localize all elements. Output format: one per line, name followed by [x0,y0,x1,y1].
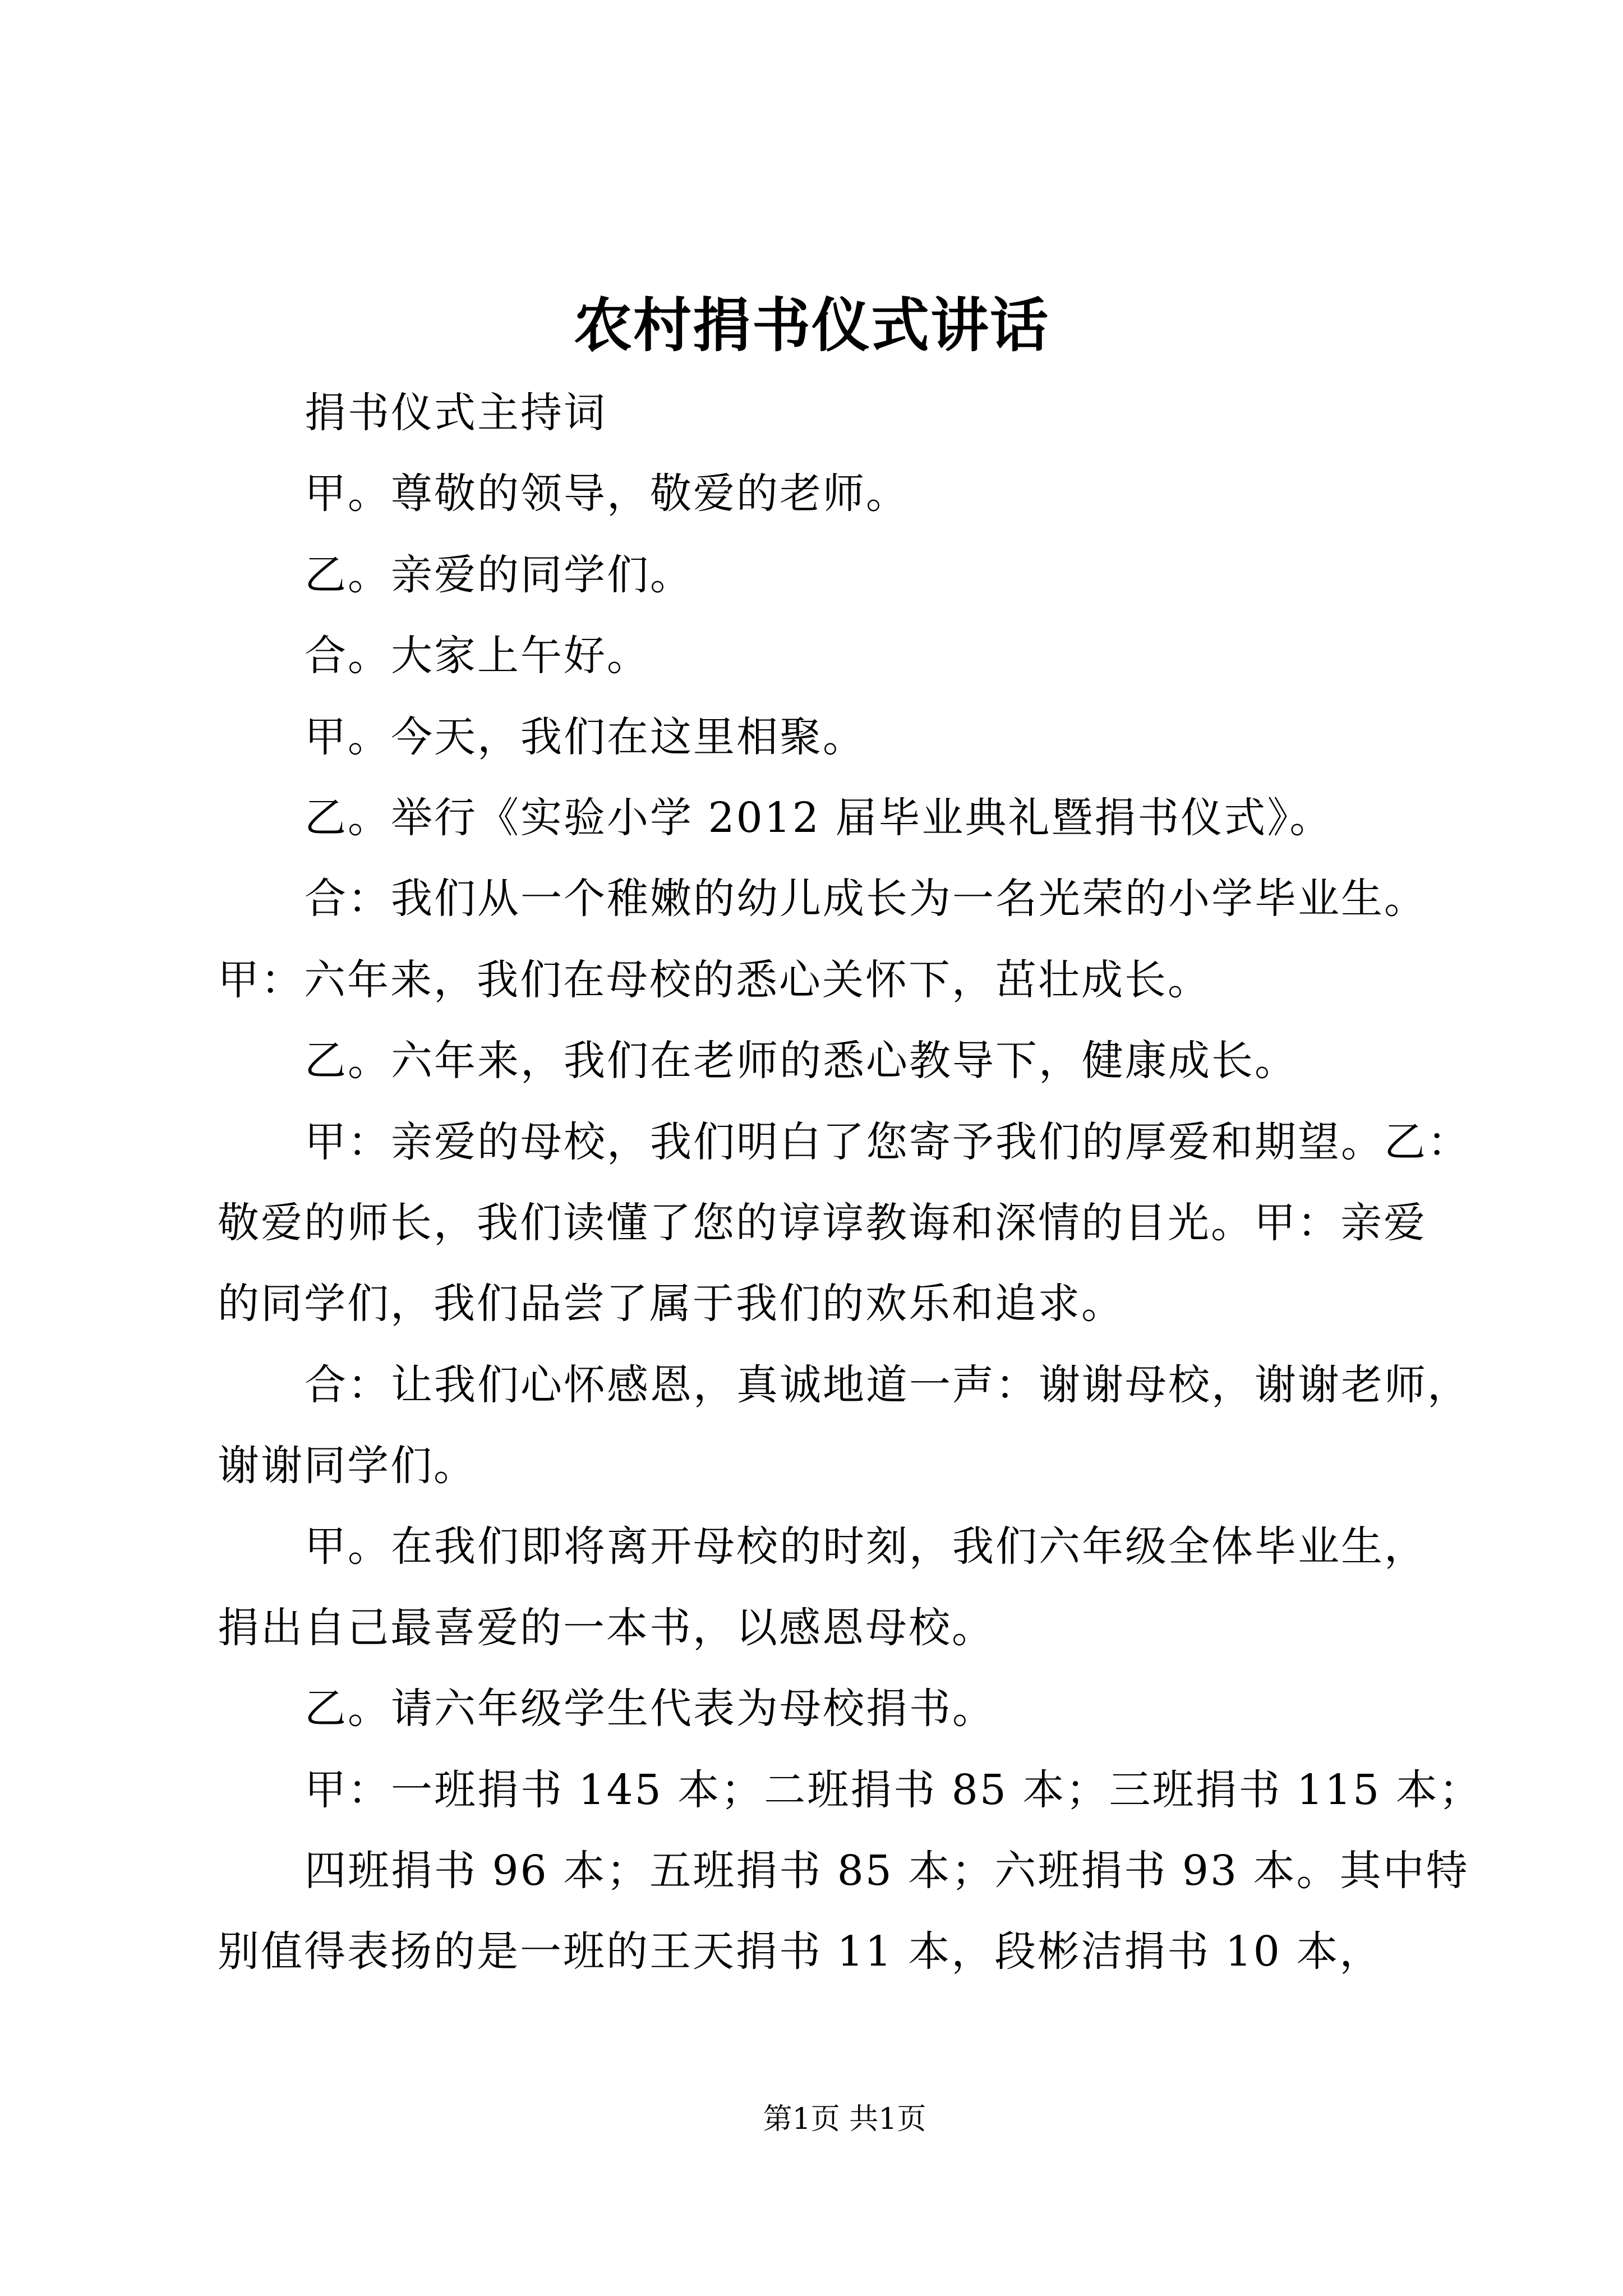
text-line: 捐出自己最喜爱的一本书，以感恩母校。 [218,1603,995,1652]
text-line: 乙。六年来，我们在老师的悉心教导下，健康成长。 [305,1037,1298,1085]
text-line: 乙。亲爱的同学们。 [305,550,693,599]
text-line: 捐书仪式主持词 [305,389,607,437]
paragraph [218,1345,1507,1507]
paragraph [218,372,1507,453]
text-line: 敬爱的师长，我们读懂了您的谆谆教诲和深情的目光。甲：亲爱 [218,1198,1427,1247]
paragraph [218,697,1507,777]
paragraph [218,1830,1507,1993]
paragraph [218,858,1507,1020]
document-body [218,372,1507,1993]
paragraph [218,1668,1507,1749]
paragraph [218,1102,1507,1345]
text-line: 甲：六年来，我们在母校的悉心关怀下，茁壮成长。 [218,955,1211,1004]
text-line: 甲：亲爱的母校，我们明白了您寄予我们的厚爱和期望。乙： [305,1117,1470,1166]
document-title: 农村捐书仪式讲话 [573,291,1049,360]
text-line: 合：我们从一个稚嫩的幼儿成长为一名光荣的小学毕业生。 [305,875,1427,923]
text-line: 谢谢同学们。 [218,1442,477,1490]
paragraph [218,453,1507,534]
paragraph [218,1750,1507,1830]
text-line: 甲。尊敬的领导，敬爱的老师。 [305,470,909,518]
text-line: 的同学们，我们品尝了属于我们的欢乐和追求。 [218,1280,1124,1328]
paragraph [218,615,1507,696]
paragraph [218,1020,1507,1101]
page-number-footer: 第1页 共1页 [763,2102,926,2136]
paragraph [218,535,1507,615]
paragraph [218,777,1507,858]
text-line: 甲。今天，我们在这里相聚。 [305,712,866,761]
text-line: 四班捐书 96 本；五班捐书 85 本；六班捐书 93 本。其中特 [305,1847,1469,1895]
text-line: 别值得表扬的是一班的王天捐书 11 本，段彬洁捐书 10 本， [218,1927,1383,1976]
text-line: 乙。请六年级学生代表为母校捐书。 [305,1685,995,1733]
text-line: 合：让我们心怀感恩，真诚地道一声：谢谢母校，谢谢老师， [305,1360,1470,1409]
text-line: 甲：一班捐书 145 本；二班捐书 85 本；三班捐书 115 本； [305,1765,1482,1814]
text-line: 合。大家上午好。 [305,632,650,680]
paragraph [218,1506,1507,1668]
text-line: 乙。举行《实验小学 2012 届毕业典礼暨捐书仪式》。 [305,793,1333,842]
text-line: 甲。在我们即将离开母校的时刻，我们六年级全体毕业生， [305,1522,1427,1571]
